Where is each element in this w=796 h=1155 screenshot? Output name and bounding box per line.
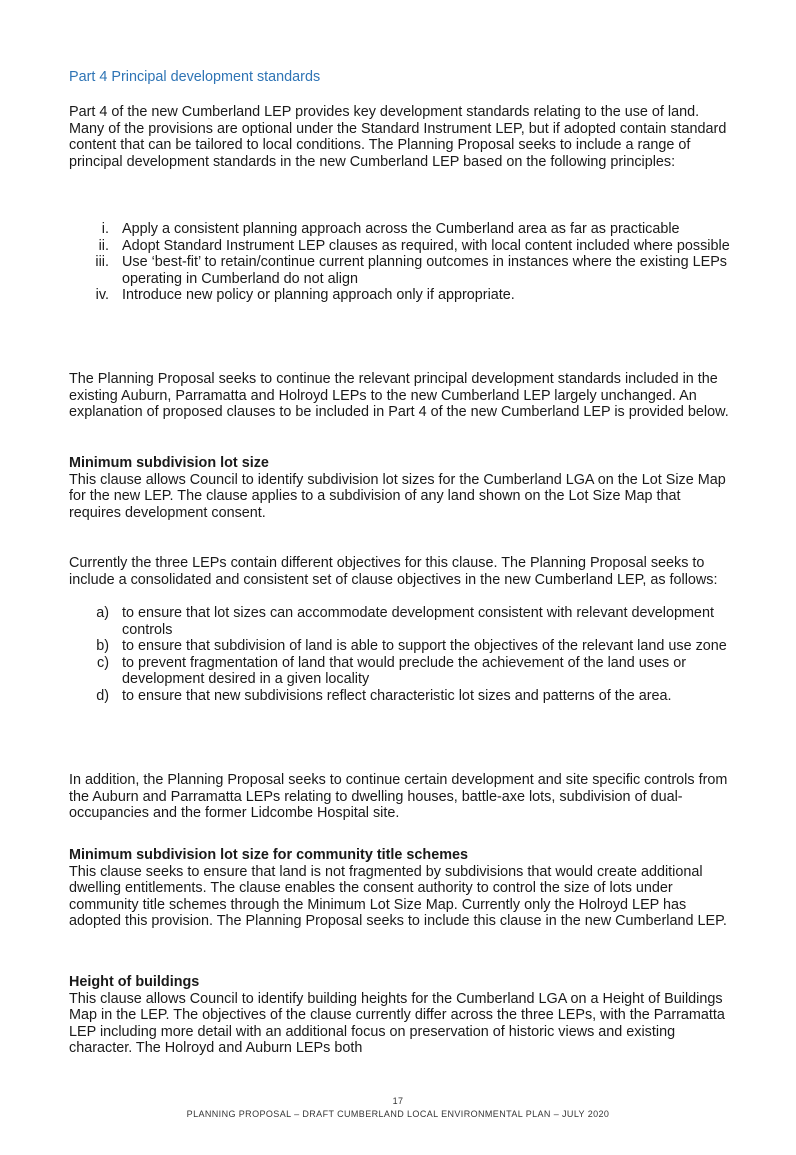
min-lot-section: [69, 455, 731, 521]
list-item: [69, 221, 731, 238]
intro-paragraph: Part 4 of the new Cumberland LEP provides key development standards relating to the use of land. Many of the provisions are optional under the Standard Instrument LEP, but if adopted contain standard content that can be tailored to local conditions. The Planning Proposal seeks to include a range of principal development standards in the new Cumberland LEP based on the following principles:: [69, 104, 727, 170]
list-item-text: to ensure that subdivision of land is able to support the objectives of the relevant land use zone: [122, 638, 727, 655]
principles-list: [69, 221, 731, 304]
objectives-list: [69, 605, 731, 705]
list-marker: iv.: [95, 287, 109, 304]
section-heading: Minimum subdivision lot size: [69, 455, 269, 471]
list-marker: ii.: [98, 237, 109, 254]
paragraph: This clause seeks to ensure that land is not fragmented by subdivisions that would create additional dwelling entitlements. The clause enables the consent authority to control the size of lots under community title schemes through the Minimum Lot Size Map. Currently only the Holroyd LEP has adopted this provision. The Planning Proposal seeks to include this clause in the new Cumberland LEP.: [69, 863, 727, 930]
list-item-text: Adopt Standard Instrument LEP clauses as required, with local content included where possible: [122, 237, 730, 254]
section-title: Part 4 Principal development standards: [69, 69, 321, 85]
list-item: [69, 655, 731, 688]
list-marker: iii.: [95, 254, 109, 271]
list-marker: b): [96, 638, 109, 655]
additional-controls-paragraph: In addition, the Planning Proposal seeks to continue certain development and site specific controls from the Auburn and Parramatta LEPs relating to dwelling houses, battle-axe lots, subdivision of dual-occupancies and the former Lidcombe Hospital site.: [69, 772, 728, 822]
list-marker: c): [97, 654, 109, 671]
list-item: [69, 688, 731, 705]
community-title-section: [69, 847, 731, 930]
list-item: [69, 605, 731, 638]
continue-paragraph: The Planning Proposal seeks to continue the relevant principal development standards included in the existing Auburn, Parramatta and Holroyd LEPs to the new Cumberland LEP largely unchanged. An explanation of proposed clauses to be included in Part 4 of the new Cumberland LEP is provided below.: [69, 371, 729, 421]
list-item-text: to ensure that lot sizes can accommodate development consistent with relevant development controls: [122, 605, 714, 638]
list-marker: a): [96, 605, 109, 621]
section-heading: Minimum subdivision lot size for community title schemes: [69, 847, 469, 863]
height-section: [69, 974, 731, 1057]
running-footer: PLANNING PROPOSAL – DRAFT CUMBERLAND LOCAL ENVIRONMENTAL PLAN – JULY 2020: [186, 1109, 610, 1119]
list-item-text: to ensure that new subdivisions reflect characteristic lot sizes and patterns of the area.: [122, 687, 672, 704]
list-item-text: Use ‘best-fit’ to retain/continue current planning outcomes in instances where the existing LEPs operating in Cumberland do not align: [122, 254, 727, 287]
document-page: [69, 0, 731, 1155]
list-item: [69, 287, 731, 304]
list-item-text: Introduce new policy or planning approach only if appropriate.: [122, 287, 515, 304]
section-heading: Height of buildings: [69, 974, 200, 990]
paragraph: This clause allows Council to identify building heights for the Cumberland LGA on a Height of Buildings Map in the LEP. The objectives of the clause currently differ across the three LEPs, with the Parramatta LEP including more detail with an additional focus on preservation of historic views and existing character. The Holroyd and Auburn LEPs both: [69, 990, 725, 1057]
list-item-text: Apply a consistent planning approach across the Cumberland area as far as practicable: [122, 221, 680, 237]
list-item-text: to prevent fragmentation of land that would preclude the achievement of the land uses or development desired in a given locality: [122, 654, 686, 688]
page-number: 17: [392, 1096, 404, 1106]
list-item: [69, 638, 731, 655]
objectives-intro: Currently the three LEPs contain different objectives for this clause. The Planning Proposal seeks to include a consolidated and consistent set of clause objectives in the new Cumberland LEP, as follows:: [69, 555, 718, 588]
list-item: [69, 238, 731, 255]
paragraph: This clause allows Council to identify subdivision lot sizes for the Cumberland LGA on the Lot Size Map for the new LEP. The clause applies to a subdivision of any land shown on the Lot Size Map that requires development consent.: [69, 471, 726, 521]
list-item: [69, 254, 731, 287]
list-marker: i.: [101, 221, 109, 237]
list-marker: d): [96, 687, 109, 704]
